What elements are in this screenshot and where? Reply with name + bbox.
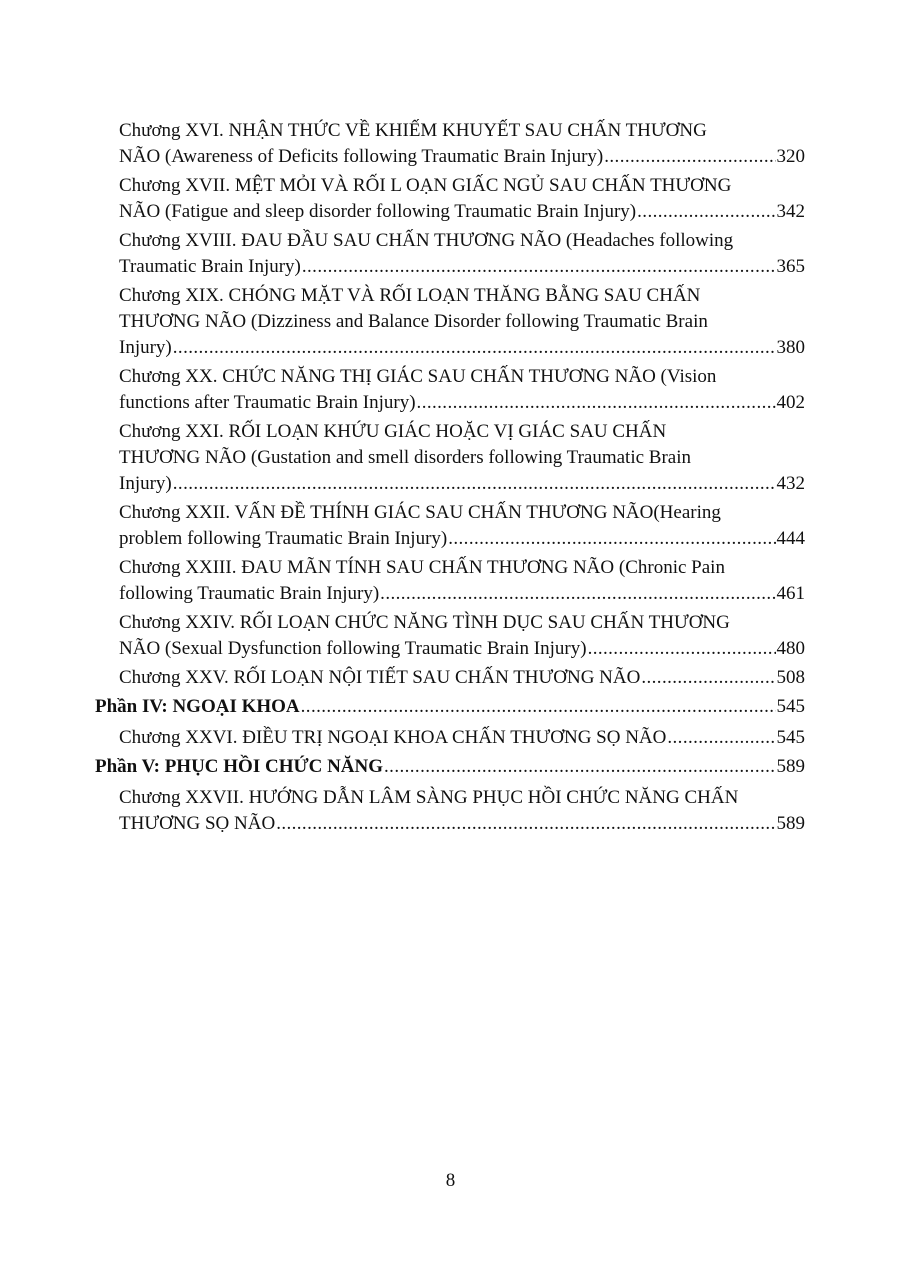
toc-entry[interactable] bbox=[119, 725, 805, 751]
toc-entry-title-end: Injury) bbox=[119, 337, 172, 358]
dot-leader bbox=[641, 665, 775, 691]
toc-entry[interactable] bbox=[119, 610, 805, 662]
toc-entry-title: Chương XIX. CHÓNG MẶT VÀ RỐI LOẠN THĂNG BẰNG SAU CHẤN bbox=[119, 285, 701, 306]
toc-entry-title-end: NÃO (Sexual Dysfunction following Traumatic Brain Injury) bbox=[119, 638, 587, 659]
dot-leader bbox=[276, 811, 775, 837]
toc-entry-title: Chương XXI. RỐI LOẠN KHỨU GIÁC HOẶC VỊ GIÁC SAU CHẤN bbox=[119, 421, 667, 442]
toc-page-number: 380 bbox=[776, 337, 805, 358]
toc-page-number: 508 bbox=[776, 667, 805, 688]
toc-entry-title: Chương XXIII. ĐAU MÃN TÍNH SAU CHẤN THƯƠNG NÃO (Chronic Pain bbox=[119, 557, 725, 578]
toc-page-number: 365 bbox=[776, 256, 805, 277]
toc-page-number: 444 bbox=[776, 528, 805, 549]
dot-leader bbox=[637, 199, 775, 225]
toc-entry-title-cont: THƯƠNG NÃO (Gustation and smell disorders following Traumatic Brain bbox=[119, 447, 692, 468]
dot-leader bbox=[588, 636, 776, 662]
toc-part-title: Phần IV: NGOẠI KHOA bbox=[95, 696, 300, 717]
toc-page-number: 545 bbox=[776, 696, 805, 717]
toc-entry-title-end: Traumatic Brain Injury) bbox=[119, 256, 301, 277]
page-number: 8 bbox=[445, 1170, 456, 1191]
dot-leader bbox=[173, 335, 776, 361]
toc-page-number: 402 bbox=[776, 392, 805, 413]
toc-entry[interactable] bbox=[119, 419, 805, 497]
toc-entry-title-end: NÃO (Awareness of Deficits following Traumatic Brain Injury) bbox=[119, 146, 604, 167]
dot-leader bbox=[384, 754, 775, 780]
toc-entry[interactable] bbox=[119, 785, 805, 837]
toc-entry-title-end: functions after Traumatic Brain Injury) bbox=[119, 392, 416, 413]
toc-entry-title-end: Chương XXV. RỐI LOẠN NỘI TIẾT SAU CHẤN THƯƠNG NÃO bbox=[119, 667, 641, 688]
toc-page-number: 461 bbox=[776, 583, 805, 604]
dot-leader bbox=[448, 526, 775, 552]
toc-entry-title: Chương XVIII. ĐAU ĐẦU SAU CHẤN THƯƠNG NÃO (Headaches following bbox=[119, 230, 734, 251]
toc-entry[interactable] bbox=[119, 500, 805, 552]
dot-leader bbox=[667, 725, 775, 751]
dot-leader bbox=[173, 471, 776, 497]
toc-entry-title-end: problem following Traumatic Brain Injury) bbox=[119, 528, 448, 549]
toc-entry[interactable] bbox=[119, 283, 805, 361]
toc-page-number: 589 bbox=[776, 756, 805, 777]
toc-entry[interactable] bbox=[119, 665, 805, 691]
toc-part-title: Phần V: PHỤC HỒI CHỨC NĂNG bbox=[95, 756, 384, 777]
toc-entry-title-cont: THƯƠNG NÃO (Dizziness and Balance Disorder following Traumatic Brain bbox=[119, 311, 708, 332]
toc-entry[interactable] bbox=[119, 118, 805, 170]
toc-part-entry[interactable] bbox=[95, 694, 805, 720]
toc-entry-title: Chương XXII. VẤN ĐỀ THÍNH GIÁC SAU CHẤN THƯƠNG NÃO(Hearing bbox=[119, 502, 721, 523]
toc-entry-title: Chương XXIV. RỐI LOẠN CHỨC NĂNG TÌNH DỤC SAU CHẤN THƯƠNG bbox=[119, 612, 730, 633]
toc-page-number: 320 bbox=[776, 146, 805, 167]
dot-leader bbox=[604, 144, 775, 170]
toc-entry-title: Chương XXVII. HƯỚNG DẪN LÂM SÀNG PHỤC HỒI CHỨC NĂNG CHẤN bbox=[119, 787, 739, 808]
dot-leader bbox=[417, 390, 776, 416]
dot-leader bbox=[301, 694, 776, 720]
dot-leader bbox=[302, 254, 776, 280]
table-of-contents bbox=[0, 118, 901, 840]
toc-entry-title: Chương XVII. MỆT MỎI VÀ RỐI L OẠN GIẤC NGỦ SAU CHẤN THƯƠNG bbox=[119, 175, 732, 196]
toc-page-number: 342 bbox=[776, 201, 805, 222]
toc-entry-title-end: Chương XXVI. ĐIỀU TRỊ NGOẠI KHOA CHẤN THƯƠNG SỌ NÃO bbox=[119, 727, 667, 748]
toc-part-entry[interactable] bbox=[95, 754, 805, 780]
toc-entry-title-end: following Traumatic Brain Injury) bbox=[119, 583, 380, 604]
toc-page-number: 432 bbox=[776, 473, 805, 494]
toc-entry-title-end: NÃO (Fatigue and sleep disorder following Traumatic Brain Injury) bbox=[119, 201, 637, 222]
toc-entry[interactable] bbox=[119, 173, 805, 225]
toc-entry-title: Chương XVI. NHẬN THỨC VỀ KHIẾM KHUYẾT SAU CHẤN THƯƠNG bbox=[119, 120, 707, 141]
toc-entry[interactable] bbox=[119, 228, 805, 280]
toc-entry[interactable] bbox=[119, 364, 805, 416]
dot-leader bbox=[380, 581, 775, 607]
toc-entry-title: Chương XX. CHỨC NĂNG THỊ GIÁC SAU CHẤN THƯƠNG NÃO (Vision bbox=[119, 366, 717, 387]
toc-page-number: 545 bbox=[776, 727, 805, 748]
toc-entry[interactable] bbox=[119, 555, 805, 607]
toc-entry-title-end: THƯƠNG SỌ NÃO bbox=[119, 813, 276, 834]
toc-page-number: 480 bbox=[776, 638, 805, 659]
toc-entry-title-end: Injury) bbox=[119, 473, 172, 494]
toc-page-number: 589 bbox=[776, 813, 805, 834]
